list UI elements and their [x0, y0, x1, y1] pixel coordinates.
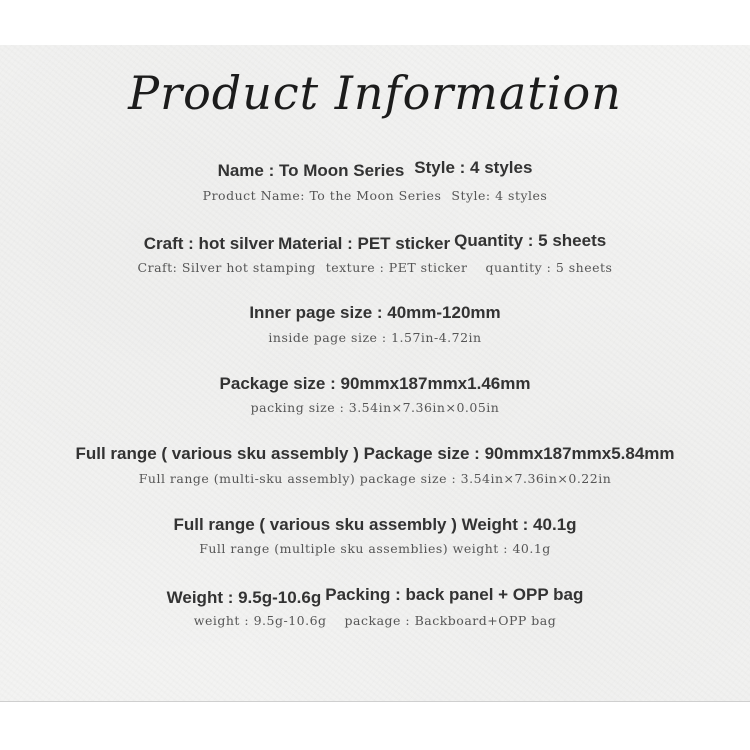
sub-full-range-package-size: Full range (multi-sku assembly) package size : 3.54in×7.36in×0.22in — [138, 471, 612, 486]
spec-row-full-range-package-size — [0, 443, 750, 465]
spec-row-package-size — [0, 373, 750, 395]
sub-texture: texture : PET sticker — [325, 260, 468, 275]
sub-weight: weight : 9.5g-10.6g — [193, 613, 327, 628]
spec-style: Style : 4 styles — [414, 158, 533, 177]
spec-material: Material : PET sticker — [278, 234, 451, 253]
spec-subrow-craft-material-quantity — [0, 260, 750, 276]
sub-quantity: quantity : 5 sheets — [485, 260, 613, 275]
spec-row-name-style — [0, 160, 750, 182]
spec-name: Name : To Moon Series — [217, 161, 405, 180]
sub-style: Style: 4 styles — [451, 188, 548, 203]
spec-package-size: Package size : 90mmx187mmx1.46mm — [219, 374, 531, 393]
spec-craft: Craft : hot silver — [143, 234, 275, 253]
spec-full-range-weight: Full range ( various sku assembly ) Weight : 40.1g — [173, 515, 577, 534]
sub-packing-size: packing size : 3.54in×7.36in×0.05in — [250, 400, 500, 415]
spec-row-weight-packing — [0, 587, 750, 609]
spec-row-inner-page-size — [0, 302, 750, 324]
spec-subrow-full-range-weight — [0, 541, 750, 557]
spec-subrow-inner-page-size — [0, 330, 750, 346]
spec-weight: Weight : 9.5g-10.6g — [166, 588, 322, 607]
spec-full-range-package-size: Full range ( various sku assembly ) Package size : 90mmx187mmx5.84mm — [75, 444, 675, 463]
spec-packing: Packing : back panel + OPP bag — [325, 585, 584, 604]
spec-subrow-weight-packing — [0, 613, 750, 629]
spec-quantity: Quantity : 5 sheets — [454, 231, 607, 250]
sub-product-name: Product Name: To the Moon Series — [202, 188, 442, 203]
page-title: Product Information — [128, 66, 622, 120]
sub-craft: Craft: Silver hot stamping — [137, 260, 316, 275]
sub-full-range-weight: Full range (multiple sku assemblies) weight : 40.1g — [199, 541, 551, 556]
spec-row-full-range-weight — [0, 514, 750, 536]
spec-subrow-package-size — [0, 400, 750, 416]
spec-inner-page-size: Inner page size : 40mm-120mm — [249, 303, 501, 322]
spec-row-craft-material-quantity — [0, 233, 750, 255]
spec-subrow-full-range-package-size — [0, 471, 750, 487]
sub-inside-page-size: inside page size : 1.57in-4.72in — [268, 330, 482, 345]
sub-package: package : Backboard+OPP bag — [344, 613, 557, 628]
spec-subrow-name-style — [0, 188, 750, 204]
